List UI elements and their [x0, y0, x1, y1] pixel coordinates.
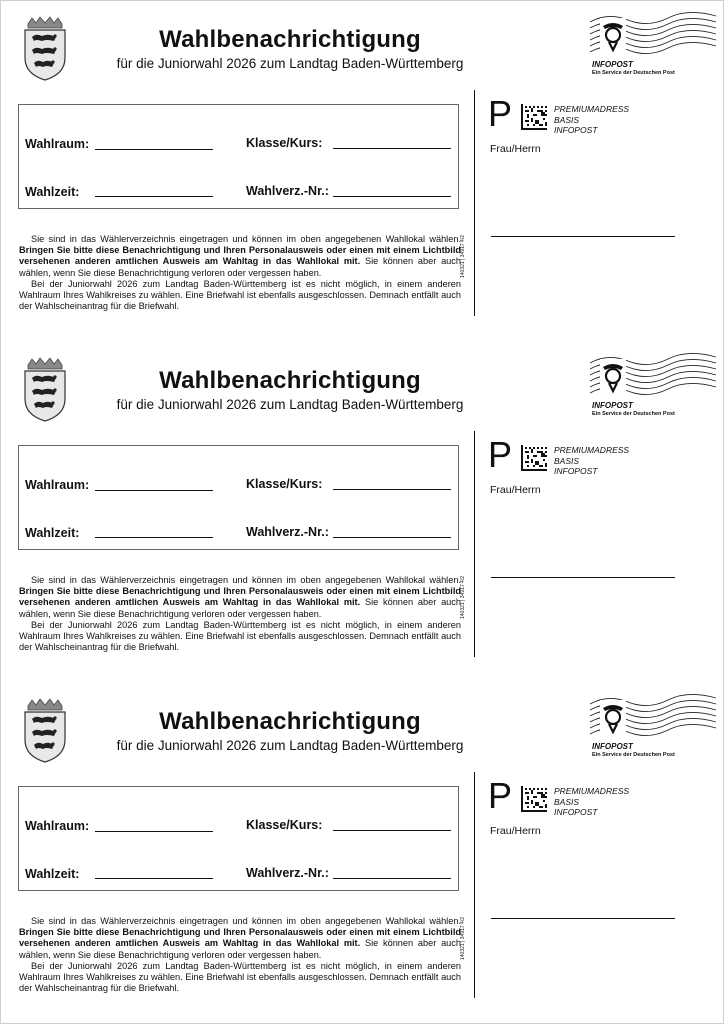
postage-type-basis: BASIS — [554, 114, 580, 125]
para1-tail: Sie können aber auch wählen, wenn Sie diese Benachrichtigung verloren oder vergessen haben. — [19, 256, 461, 278]
wahlverz-label: Wahlverz.-Nr.: — [246, 866, 329, 880]
wahlzeit-label: Wahlzeit: — [25, 185, 80, 199]
postage-type-basis: BASIS — [554, 455, 580, 466]
postage-type-infopost: INFOPOST — [554, 125, 598, 135]
address-line — [491, 577, 675, 578]
wahlverz-line — [333, 537, 451, 538]
para1-normal: Sie sind in das Wählerverzeichnis eingetragen und können im oben angegebenen Wahllokal wählen. — [31, 575, 461, 585]
post-horn-postmark-icon — [588, 10, 720, 62]
wahlraum-label: Wahlraum: — [25, 819, 90, 833]
klasse-line — [333, 830, 451, 831]
para1-tail: Sie können aber auch wählen, wenn Sie diese Benachrichtigung verloren oder vergessen haben. — [19, 938, 461, 960]
postage-type-infopost: INFOPOST — [554, 466, 598, 476]
klasse-label: Klasse/Kurs: — [246, 477, 323, 491]
address-divider — [474, 772, 475, 998]
postage-p-mark: P — [488, 775, 513, 816]
coat-of-arms-icon — [22, 14, 68, 82]
postage-p-mark: P — [488, 93, 513, 134]
side-print-code: 140321 | 34917 4/2 — [460, 234, 466, 278]
wahlraum-line — [95, 149, 213, 150]
wahlzeit-line — [95, 537, 213, 538]
voting-details-box — [18, 445, 459, 550]
klasse-line — [333, 148, 451, 149]
infopost-label: INFOPOST — [592, 742, 633, 751]
postage-type-premiumadress: PREMIUMADRESS — [554, 786, 630, 796]
infopost-label: INFOPOST — [592, 60, 633, 69]
klasse-label: Klasse/Kurs: — [246, 818, 323, 832]
address-line — [491, 236, 675, 237]
side-print-code: 140321 | 34917 4/2 — [460, 575, 466, 619]
post-service-label: Ein Service der Deutschen Post — [592, 411, 675, 417]
notification-card — [0, 0, 724, 341]
salutation: Frau/Herrn — [490, 143, 541, 155]
wahlraum-label: Wahlraum: — [25, 137, 90, 151]
notification-card — [0, 682, 724, 1023]
postage-p-mark: P — [488, 434, 513, 475]
notice-subtitle: für die Juniorwahl 2026 zum Landtag Baden-Württemberg — [116, 738, 464, 753]
voting-details-box — [18, 104, 459, 209]
notice-body — [19, 916, 461, 994]
datamatrix-code-icon — [521, 445, 547, 471]
para1-tail: Sie können aber auch wählen, wenn Sie diese Benachrichtigung verloren oder vergessen haben. — [19, 597, 461, 619]
notice-title: Wahlbenachrichtigung — [159, 26, 421, 53]
address-divider — [474, 90, 475, 316]
postage-type-infopost: INFOPOST — [554, 807, 598, 817]
para1-bold: Bringen Sie bitte diese Benachrichtigung und Ihren Personalausweis oder einen mit einem Lichtbild versehenen anderen amtlichen Ausweis am Wahltag in das Wahllokal mit. — [19, 245, 461, 267]
para1-normal: Sie sind in das Wählerverzeichnis eingetragen und können im oben angegebenen Wahllokal wählen. — [31, 916, 461, 926]
coat-of-arms-icon — [22, 696, 68, 764]
wahlraum-line — [95, 831, 213, 832]
paragraph-1 — [19, 234, 461, 279]
wahlverz-line — [333, 196, 451, 197]
paragraph-1 — [19, 916, 461, 961]
post-horn-postmark-icon — [588, 692, 720, 744]
salutation: Frau/Herrn — [490, 484, 541, 496]
paragraph-2: Bei der Juniorwahl 2026 zum Landtag Baden-Württemberg ist es nicht möglich, in einem anderen Wahlraum Ihres Wahlkreises zu wählen. Eine Briefwahl ist ebenfalls ausgeschlossen. Demnach entfällt auch der Wahlscheinantrag für die Briefwahl. — [19, 278, 461, 312]
notice-subtitle: für die Juniorwahl 2026 zum Landtag Baden-Württemberg — [116, 397, 464, 412]
para1-bold: Bringen Sie bitte diese Benachrichtigung und Ihren Personalausweis oder einen mit einem Lichtbild versehenen anderen amtlichen Ausweis am Wahltag in das Wahllokal mit. — [19, 927, 461, 949]
klasse-label: Klasse/Kurs: — [246, 136, 323, 150]
wahlverz-label: Wahlverz.-Nr.: — [246, 525, 329, 539]
voting-details-box — [18, 786, 459, 891]
paragraph-1 — [19, 575, 461, 620]
notice-title: Wahlbenachrichtigung — [159, 367, 421, 394]
notice-subtitle: für die Juniorwahl 2026 zum Landtag Baden-Württemberg — [116, 56, 464, 71]
coat-of-arms-icon — [22, 355, 68, 423]
address-divider — [474, 431, 475, 657]
address-line — [491, 918, 675, 919]
wahlraum-label: Wahlraum: — [25, 478, 90, 492]
salutation: Frau/Herrn — [490, 825, 541, 837]
wahlzeit-label: Wahlzeit: — [25, 526, 80, 540]
wahlraum-line — [95, 490, 213, 491]
notice-body — [19, 234, 461, 312]
postage-type-block — [554, 786, 629, 818]
postage-type-block — [554, 445, 629, 477]
postage-type-premiumadress: PREMIUMADRESS — [554, 104, 630, 114]
paragraph-2: Bei der Juniorwahl 2026 zum Landtag Baden-Württemberg ist es nicht möglich, in einem anderen Wahlraum Ihres Wahlkreises zu wählen. Eine Briefwahl ist ebenfalls ausgeschlossen. Demnach entfällt auch der Wahlscheinantrag für die Briefwahl. — [19, 960, 461, 994]
postage-type-basis: BASIS — [554, 796, 580, 807]
notice-title: Wahlbenachrichtigung — [159, 708, 421, 735]
infopost-label: INFOPOST — [592, 401, 633, 410]
wahlverz-line — [333, 878, 451, 879]
postage-type-block — [554, 104, 629, 136]
post-service-label: Ein Service der Deutschen Post — [592, 752, 675, 758]
wahlverz-label: Wahlverz.-Nr.: — [246, 184, 329, 198]
notification-card — [0, 341, 724, 682]
wahlzeit-line — [95, 196, 213, 197]
paragraph-2: Bei der Juniorwahl 2026 zum Landtag Baden-Württemberg ist es nicht möglich, in einem anderen Wahlraum Ihres Wahlkreises zu wählen. Eine Briefwahl ist ebenfalls ausgeschlossen. Demnach entfällt auch der Wahlscheinantrag für die Briefwahl. — [19, 619, 461, 653]
post-horn-postmark-icon — [588, 351, 720, 403]
notice-body — [19, 575, 461, 653]
datamatrix-code-icon — [521, 786, 547, 812]
wahlzeit-line — [95, 878, 213, 879]
datamatrix-code-icon — [521, 104, 547, 130]
wahlzeit-label: Wahlzeit: — [25, 867, 80, 881]
side-print-code: 140321 | 34917 4/2 — [460, 916, 466, 960]
klasse-line — [333, 489, 451, 490]
post-service-label: Ein Service der Deutschen Post — [592, 70, 675, 76]
para1-bold: Bringen Sie bitte diese Benachrichtigung und Ihren Personalausweis oder einen mit einem Lichtbild versehenen anderen amtlichen Ausweis am Wahltag in das Wahllokal mit. — [19, 586, 461, 608]
para1-normal: Sie sind in das Wählerverzeichnis eingetragen und können im oben angegebenen Wahllokal wählen. — [31, 234, 461, 244]
postage-type-premiumadress: PREMIUMADRESS — [554, 445, 630, 455]
